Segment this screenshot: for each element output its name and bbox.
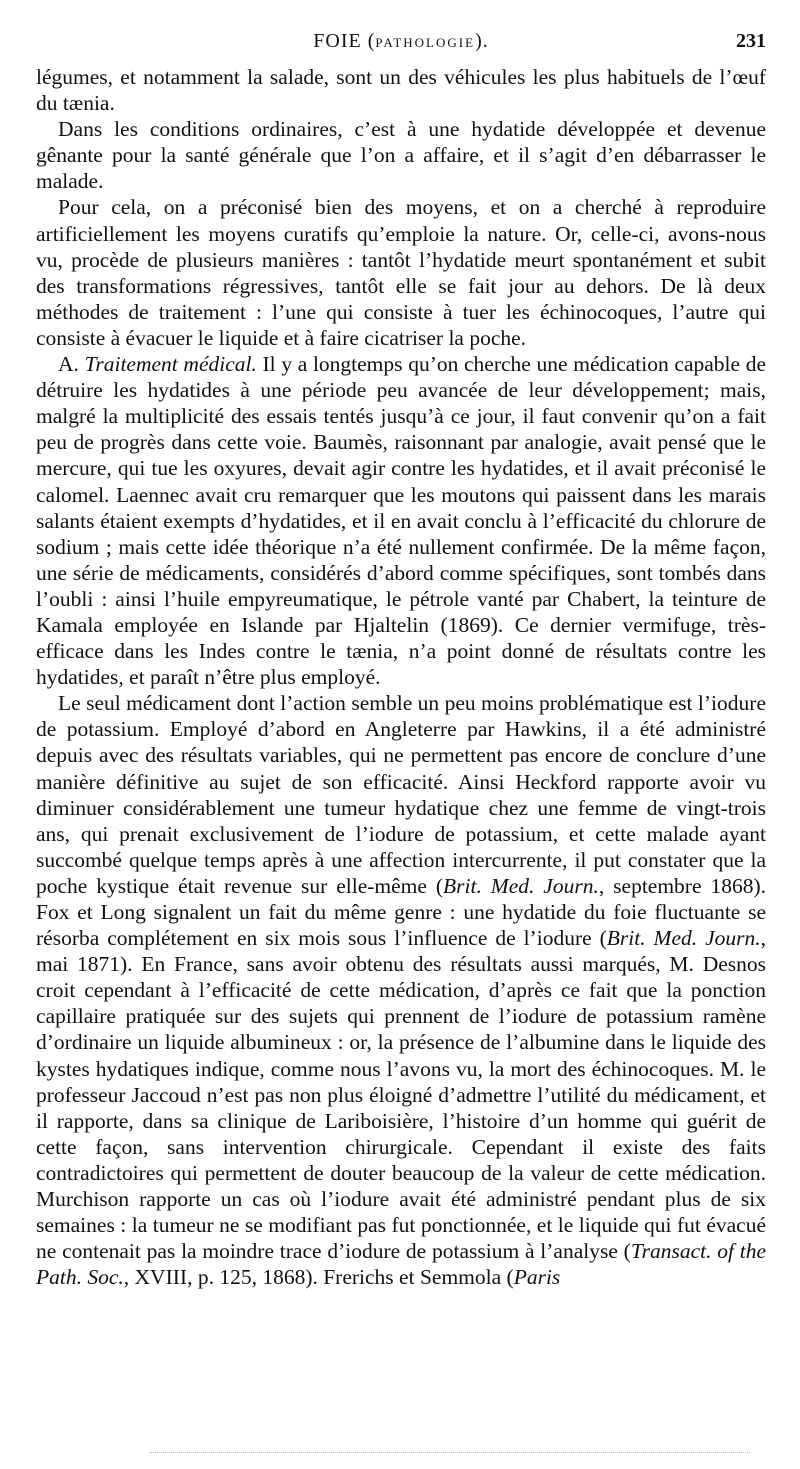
text-run: , XVIII, p. 125, 1868). Frerichs et Semmola ( [123,1265,514,1290]
running-header [36,30,766,58]
paragraph [36,116,766,194]
page-number: 231 [736,30,766,52]
paragraph [36,64,766,116]
running-title-main: FOIE ( [313,30,376,52]
text-run: Pour cela, on a préconisé bien des moyens, et on a cherché à reproduire artificiellement les moyens curatifs qu’emploie la nature. Or, celle-ci, avons-nous vu, procède de plusieurs manières : tantôt l’hydatide meurt spontanément et subit des transformations régressives, tantôt elle se fait jour au dehors. De là deux méthodes de traitement : l’une qui consiste à tuer les échinocoques, l’autre qui consiste à évacuer le liquide et à faire cicatriser la poche. [36,195,766,350]
running-title-end: ). [475,30,489,52]
footer-divider [150,1452,750,1457]
paragraph [36,690,766,1290]
running-title [36,30,766,53]
text-run: Il y a longtemps qu’on cherche une médication capable de détruire les hydatides à une période peu avancée de leur développement; mais, malgré la multiplicité des essais tentés jusqu’à ce jour, il faut convenir qu’on a fait peu de progrès dans cette voie. Baumès, raisonnant par analogie, avait pensé que le mercure, qui tue les oxyures, devait agir contre les hydatides, et il avait préconisé le calomel. Laennec avait cru remarquer que les moutons qui paissent dans les marais salants étaient exempts d’hydatides, et il en avait conclu à l’efficacité du chlorure de sodium ; mais cette idée théorique n’a été nullement confirmée. De la même façon, une série de médicaments, considérés d’abord comme spécifiques, sont tombés dans l’oubli : ainsi l’huile empyreumatique, le pétrole vanté par Chabert, la teinture de Kamala employée en Islande par Hjaltelin (1869). Ce dernier vermifuge, très-efficace dans les Indes contre le tænia, n’a point donné de résultats contre les hydatides, et paraît n’être plus employé. [36,352,767,690]
paragraph [36,351,766,690]
text-run: Dans les conditions ordinaires, c’est à une hydatide développée et devenue gênante pour la santé générale que l’on a affaire, et il s’agit d’en débarrasser le malade. [36,117,766,194]
body-text [36,64,766,1290]
italic-text: Brit. Med. Journ. [443,873,599,898]
italic-text: Paris [513,1265,561,1290]
italic-text: Brit. Med. Journ. [606,926,761,951]
running-title-smallcaps: PATHOLOGIE [375,35,476,50]
paragraph [36,194,766,351]
text-run: , mai 1871). En France, sans avoir obtenu des résultats aussi marqués, M. Desnos croit cependant à l’efficacité de cette médication, d’après ce fait que la ponction capillaire pratiquée sur des sujets qui prennent de l’iodure de potassium ramène d’ordinaire un liquide albumineux : or, la présence de l’albumine dans le liquide des kystes hydatiques indique, comme nous l’avons vu, la mort des échinocoques. M. le professeur Jaccoud n’est pas non plus éloigné d’admettre l’utilité du médicament, et il rapporte, dans sa clinique de Lariboisière, l’histoire d’un homme qui guérit de cette façon, sans intervention chirurgicale. Cependant il existe des faits contradictoires qui permettent de douter beaucoup de la valeur de cette médication. Murchison rapporte un cas où l’iodure avait été administré pendant plus de six semaines : la tumeur ne se modifiant pas fut ponctionnée, et le liquide qui fut évacué ne contenait pas la moindre trace d’iodure de potassium à l’analyse ( [36,926,766,1264]
text-run: A. [58,352,85,377]
italic-text: Transact. of the Path. Soc. [36,1239,766,1290]
text-run: légumes, et notamment la salade, sont un des véhicules les plus habituels de l’œuf du tænia. [36,65,766,116]
text-run: Le seul médicament dont l’action semble un peu moins problématique est l’iodure de potassium. Employé d’abord en Angleterre par Hawkins, il a été administré depuis avec des résultats variables, qui ne permettent pas encore de conclure d’une manière définitive au sujet de son efficacité. Ainsi Heckford rapporte avoir vu diminuer considérablement une tumeur hydatique chez une femme de vingt-trois ans, qui prenait exclusivement de l’iodure de potassium, et cette malade ayant succombé quelque temps après à une affection intercurrente, il put constater que la poche kystique était revenue sur elle-même ( [36,691,766,898]
text-run: , septembre 1868). Fox et Long signalent un fait du même genre : une hydatide du foie fluctuante se résorba complétement en six mois sous l’influence de l’iodure ( [36,873,766,951]
italic-text: Traitement médical. [84,352,257,377]
